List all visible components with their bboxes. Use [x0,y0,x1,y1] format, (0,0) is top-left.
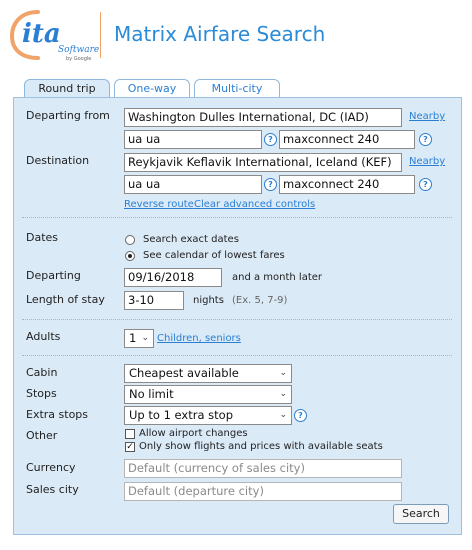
destination-label: Destination [26,154,90,167]
destination-input[interactable]: Reykjavik Keflavik International, Iceland (KEF) [124,153,402,172]
departing-from-label: Departing from [26,109,110,122]
currency-label: Currency [26,461,76,474]
adults-label: Adults [26,330,61,343]
other-label: Other [26,429,58,442]
departing-suffix: and a month later [232,272,323,283]
tab-round-trip[interactable]: Round trip [24,79,110,98]
clear-advanced-controls-link[interactable]: Clear advanced controls [194,199,316,210]
destination-routing-input[interactable]: ua ua [124,175,262,194]
extra-stops-select-value: Up to 1 extra stop [129,408,233,422]
extra-stops-help-icon[interactable]: ? [294,409,307,422]
reverse-route-link[interactable]: Reverse route [124,199,194,210]
search-button[interactable]: Search [393,504,449,524]
ita-software-logo [8,8,100,62]
logo-text-software: Software [58,45,100,55]
length-of-stay-label: Length of stay [26,293,105,306]
sales-city-input[interactable]: Default (departure city) [124,482,402,501]
departing-date-input[interactable]: 09/16/2018 [124,268,222,287]
calendar-label: See calendar of lowest fares [143,250,285,261]
destination-extension-help-icon[interactable]: ? [419,178,432,191]
stops-select-value: No limit [129,387,174,401]
extra-stops-label: Extra stops [26,408,89,421]
header-divider [100,12,101,58]
destination-extension-input[interactable]: maxconnect 240 [279,175,415,194]
page-title: Matrix Airfare Search [114,22,326,46]
only-available-label: Only show flights and prices with available seats [139,441,383,452]
only-available-checkbox[interactable]: ✓ [126,442,134,452]
extension-help-icon[interactable]: ? [419,133,432,146]
stops-label: Stops [26,387,57,400]
tab-multi-city[interactable]: Multi-city [194,79,280,97]
chevron-down-icon: ⌄ [279,410,287,420]
children-seniors-link[interactable]: Children, seniors [157,333,241,344]
adults-select-value: 1 [129,331,137,345]
length-of-stay-hint: (Ex. 5, 7-9) [232,295,288,306]
logo-text-by-google: by Google [66,56,92,62]
routing-help-icon[interactable]: ? [264,133,277,146]
nights-label: nights [193,295,224,306]
cabin-select-value: Cheapest available [129,366,239,380]
section-divider [22,217,452,218]
departing-label: Departing [26,269,81,282]
section-divider [22,319,452,320]
departing-extension-input[interactable]: maxconnect 240 [279,130,415,149]
cabin-label: Cabin [26,366,58,379]
cabin-select[interactable] [124,364,292,383]
logo-text-ita: ita [22,19,61,49]
chevron-down-icon: ⌄ [279,389,287,399]
adults-select[interactable] [124,329,154,348]
stops-select[interactable] [124,385,292,404]
departing-from-input[interactable]: Washington Dulles International, DC (IAD) [124,108,402,127]
departing-nearby-link[interactable]: Nearby [409,111,446,122]
length-of-stay-input[interactable]: 3-10 [124,291,184,310]
currency-input[interactable]: Default (currency of sales city) [124,459,402,478]
tab-one-way[interactable]: One-way [114,79,190,97]
dates-label: Dates [26,231,59,244]
allow-airport-changes-label: Allow airport changes [139,428,248,439]
logo-graphic [8,8,100,62]
destination-nearby-link[interactable]: Nearby [409,156,446,167]
exact-dates-label: Search exact dates [143,234,239,245]
allow-airport-changes-checkbox[interactable] [125,429,135,439]
chevron-down-icon: ⌄ [279,368,287,378]
destination-routing-help-icon[interactable]: ? [264,178,277,191]
sales-city-label: Sales city [26,483,79,496]
section-divider [22,355,452,356]
exact-dates-radio[interactable] [125,235,135,245]
departing-routing-input[interactable]: ua ua [124,130,262,149]
extra-stops-select[interactable] [124,406,292,425]
chevron-down-icon: ⌄ [141,333,149,343]
calendar-radio[interactable] [125,251,135,261]
